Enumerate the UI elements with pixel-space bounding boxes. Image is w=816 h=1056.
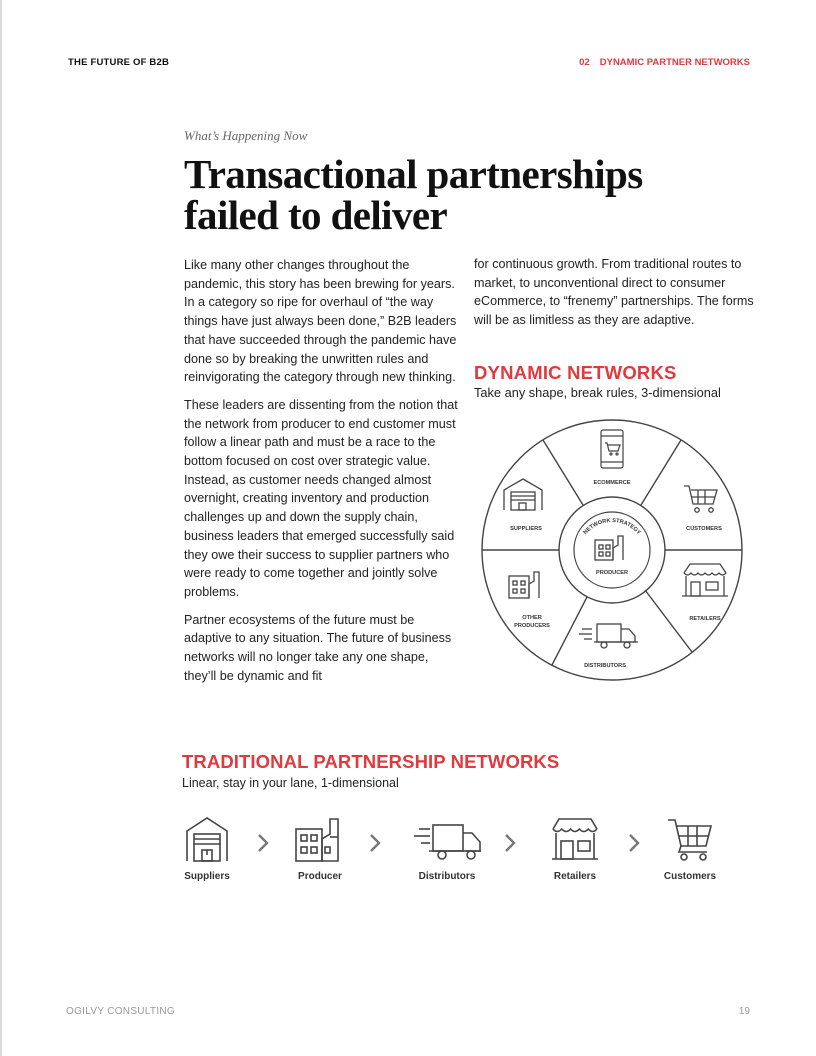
page-title: Transactional partnerships failed to deliver [184,151,643,238]
dynamic-network-wheel [480,418,744,682]
traditional-networks-subheading: Linear, stay in your lane, 1-dimensional [182,776,399,790]
chain-step-producer [270,815,370,882]
chevron-right-icon [256,832,270,854]
chain-step-retailers [525,815,625,882]
chain-step-distributors [397,815,497,882]
factory-icon [595,536,623,560]
chain-step-suppliers [157,815,257,882]
chain-step-label: Customers [663,871,717,882]
factory-icon [509,572,539,598]
dynamic-networks-subheading: Take any shape, break rules, 3-dimensional [474,385,721,400]
storefront-icon [682,564,728,596]
shopping-cart-icon [666,815,714,863]
running-header-section [579,57,750,68]
section-number: 02 [579,57,590,68]
ring-label-network-strategy: NETWORK STRATEGY [582,517,642,536]
chain-step-label: Distributors [418,871,476,882]
delivery-truck-icon [411,815,483,863]
chain-step-label: Producer [298,871,342,882]
delivery-truck-icon [579,624,638,648]
body-column-right [474,255,754,339]
wheel-dividers [482,440,742,665]
chain-step-label: Retailers [553,871,597,882]
segment-label-suppliers: SUPPLIERS [510,526,542,532]
kicker: What’s Happening Now [184,128,308,143]
dynamic-networks-heading: DYNAMIC NETWORKS [474,362,677,383]
chain-step-customers [640,815,740,882]
segment-label-producers: PRODUCERS [514,623,550,629]
segment-label-distributors: DISTRIBUTORS [584,663,626,669]
body-paragraph: Partner ecosystems of the future must be adaptive to any situation. The future of business networks will no longer take any one shape, they’ll be dynamic and fit [184,612,452,683]
running-header-title: THE FUTURE OF B2B [68,57,170,68]
body-paragraph: for continuous growth. From traditional routes to market, to unconventional direct to consumer eCommerce, to “frenemy” partnerships. The forms will be as limitless as they are adaptive. [474,257,754,328]
shopping-cart-icon [684,486,717,512]
footer-brand: OGILVY CONSULTING [66,1006,176,1017]
center-label-producer: PRODUCER [595,570,629,576]
chain-step-label: Suppliers [184,871,230,882]
segment-label-customers: CUSTOMERS [686,526,722,532]
chevron-right-icon [368,832,382,854]
chevron-right-icon [503,832,517,854]
warehouse-icon [504,479,542,510]
page-number: 19 [738,1006,750,1017]
factory-icon [294,815,346,863]
section-title: DYNAMIC PARTNER NETWORKS [599,57,750,68]
segment-label-ecommerce: ECOMMERCE [593,480,631,486]
body-column-left [184,256,462,694]
storefront-icon [551,815,599,863]
body-paragraph: Like many other changes throughout the pandemic, this story has been brewing for years. In a category so ripe for overhaul of “the way things have just always been done,” B2B leaders that have succeeded through the pandemic have done so by breaking the unwritten rules and reinvigorating the category through new thinking. [184,258,457,385]
page-edge [0,0,2,1056]
body-paragraph: These leaders are dissenting from the notion that the network from producer to end customer must follow a linear path and must be a race to the bottom focused on cost over strategic value. Instead, as customer needs changed almost overnight, creating inventory and production challenges up and down the supply chain, business leaders that emerged successfully said they owe their success to supplier partners who were ready to come together and jointly solve problems. [184,397,458,599]
segment-label-retailers: RETAILERS [689,616,721,622]
smartphone-cart-icon [601,430,623,468]
traditional-networks-heading: TRADITIONAL PARTNERSHIP NETWORKS [182,751,560,772]
chevron-right-icon [627,832,641,854]
warehouse-icon [183,815,231,863]
segment-label-other: OTHER [522,615,542,621]
